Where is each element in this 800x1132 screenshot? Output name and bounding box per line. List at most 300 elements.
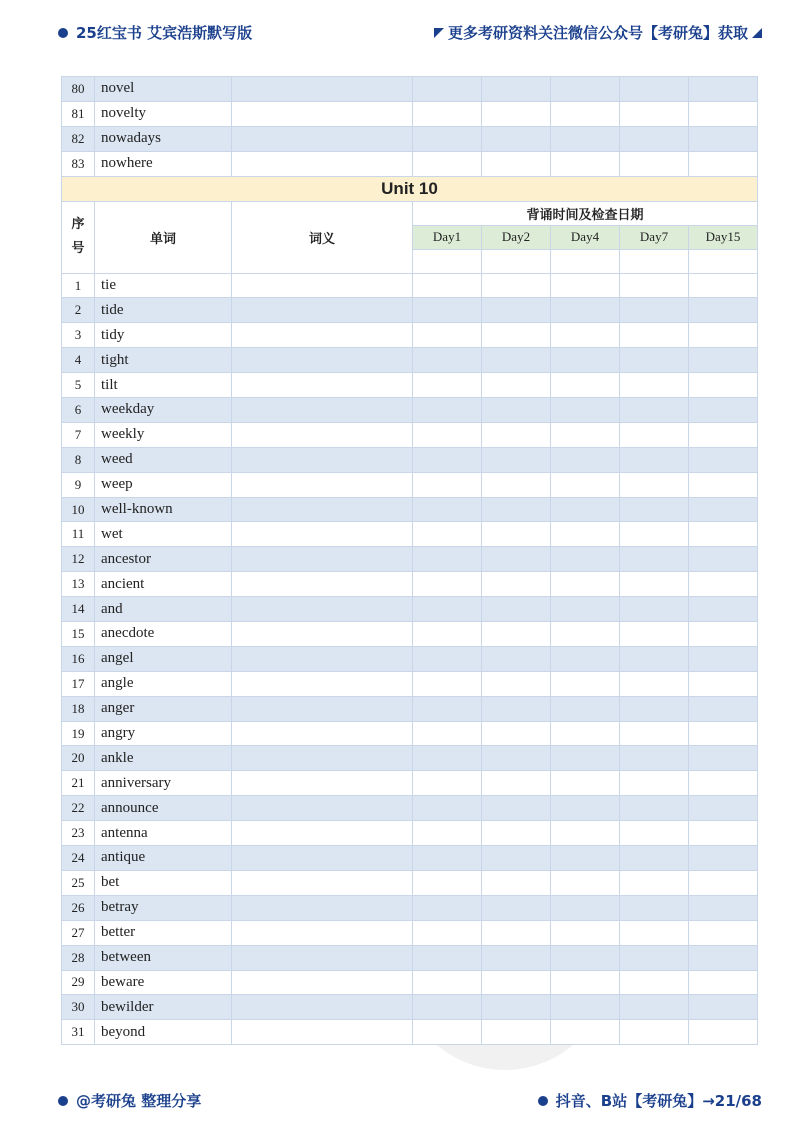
- row-word: antenna: [95, 821, 232, 846]
- check-cell[interactable]: [551, 522, 620, 547]
- row-number: 3: [62, 323, 95, 348]
- row-word: weekly: [95, 422, 232, 447]
- col-header-day7: Day7: [620, 225, 689, 249]
- meaning-cell[interactable]: [232, 821, 413, 846]
- row-word: novelty: [95, 101, 232, 126]
- check-cell[interactable]: [551, 746, 620, 771]
- col-header-schedule: 背诵时间及检查日期: [413, 201, 758, 225]
- meaning-cell[interactable]: [232, 447, 413, 472]
- check-cell[interactable]: [620, 895, 689, 920]
- meaning-cell[interactable]: [232, 77, 413, 102]
- footer-page-info: 抖音、B站【考研兔】→21/68: [555, 1092, 762, 1110]
- check-cell[interactable]: [482, 522, 551, 547]
- check-cell[interactable]: [413, 721, 482, 746]
- table-row: [62, 522, 758, 547]
- table-row: [62, 273, 758, 298]
- check-cell[interactable]: [620, 995, 689, 1020]
- footer-credit: @考研兔 整理分享: [76, 1092, 202, 1110]
- row-word: ancestor: [95, 547, 232, 572]
- check-cell[interactable]: [482, 771, 551, 796]
- row-word: announce: [95, 796, 232, 821]
- meaning-cell[interactable]: [232, 870, 413, 895]
- check-cell[interactable]: [482, 547, 551, 572]
- check-cell[interactable]: [689, 846, 758, 871]
- check-cell[interactable]: [689, 945, 758, 970]
- check-cell[interactable]: [620, 273, 689, 298]
- meaning-cell[interactable]: [232, 646, 413, 671]
- check-cell[interactable]: [413, 1020, 482, 1045]
- check-cell[interactable]: [482, 970, 551, 995]
- check-cell[interactable]: [620, 920, 689, 945]
- table-row: [62, 497, 758, 522]
- table-row: [62, 101, 758, 126]
- check-cell[interactable]: [620, 497, 689, 522]
- check-cell[interactable]: [620, 522, 689, 547]
- check-cell[interactable]: [413, 646, 482, 671]
- check-cell[interactable]: [413, 597, 482, 622]
- check-cell[interactable]: [689, 970, 758, 995]
- check-cell[interactable]: [620, 622, 689, 647]
- row-number: 25: [62, 870, 95, 895]
- check-cell[interactable]: [620, 870, 689, 895]
- meaning-cell[interactable]: [232, 497, 413, 522]
- check-cell[interactable]: [551, 995, 620, 1020]
- check-cell[interactable]: [551, 870, 620, 895]
- table-row: [62, 447, 758, 472]
- check-cell[interactable]: [620, 373, 689, 398]
- check-cell[interactable]: [551, 273, 620, 298]
- row-word: nowadays: [95, 126, 232, 151]
- check-cell[interactable]: [482, 472, 551, 497]
- table-row: [62, 422, 758, 447]
- meaning-cell[interactable]: [232, 522, 413, 547]
- col-header-day4: Day4: [551, 225, 620, 249]
- check-cell[interactable]: [689, 373, 758, 398]
- check-cell[interactable]: [620, 547, 689, 572]
- meaning-cell[interactable]: [232, 746, 413, 771]
- check-cell[interactable]: [620, 447, 689, 472]
- row-number: 22: [62, 796, 95, 821]
- check-cell[interactable]: [482, 895, 551, 920]
- table-row: [62, 895, 758, 920]
- check-cell[interactable]: [482, 373, 551, 398]
- day-date-cell[interactable]: [413, 249, 482, 273]
- check-cell[interactable]: [551, 846, 620, 871]
- day-date-cell[interactable]: [551, 249, 620, 273]
- meaning-cell[interactable]: [232, 895, 413, 920]
- check-cell[interactable]: [620, 126, 689, 151]
- check-cell[interactable]: [689, 101, 758, 126]
- meaning-cell[interactable]: [232, 671, 413, 696]
- row-word: ancient: [95, 572, 232, 597]
- check-cell[interactable]: [413, 746, 482, 771]
- check-cell[interactable]: [620, 671, 689, 696]
- meaning-cell[interactable]: [232, 945, 413, 970]
- row-word: bet: [95, 870, 232, 895]
- check-cell[interactable]: [689, 895, 758, 920]
- check-cell[interactable]: [413, 920, 482, 945]
- check-cell[interactable]: [482, 696, 551, 721]
- check-cell[interactable]: [413, 126, 482, 151]
- meaning-cell[interactable]: [232, 796, 413, 821]
- row-word: anger: [95, 696, 232, 721]
- check-cell[interactable]: [413, 398, 482, 423]
- table-row: [62, 920, 758, 945]
- check-cell[interactable]: [482, 323, 551, 348]
- check-cell[interactable]: [689, 821, 758, 846]
- col-header-seq-label: 序号: [71, 217, 85, 257]
- check-cell[interactable]: [620, 572, 689, 597]
- meaning-cell[interactable]: [232, 846, 413, 871]
- check-cell[interactable]: [689, 696, 758, 721]
- check-cell[interactable]: [689, 298, 758, 323]
- row-word: betray: [95, 895, 232, 920]
- check-cell[interactable]: [620, 151, 689, 176]
- check-cell[interactable]: [413, 970, 482, 995]
- check-cell[interactable]: [413, 273, 482, 298]
- book-title: 25红宝书 艾宾浩斯默写版: [76, 24, 253, 42]
- check-cell[interactable]: [482, 298, 551, 323]
- row-number: 10: [62, 497, 95, 522]
- check-cell[interactable]: [620, 646, 689, 671]
- promo-text: 更多考研资料关注微信公众号【考研兔】获取: [447, 24, 748, 42]
- row-word: angry: [95, 721, 232, 746]
- check-cell[interactable]: [620, 597, 689, 622]
- meaning-cell[interactable]: [232, 1020, 413, 1045]
- row-word: angle: [95, 671, 232, 696]
- check-cell[interactable]: [482, 151, 551, 176]
- table-row: [62, 572, 758, 597]
- row-number: 17: [62, 671, 95, 696]
- table-row: [62, 995, 758, 1020]
- check-cell[interactable]: [482, 671, 551, 696]
- check-cell[interactable]: [413, 77, 482, 102]
- check-cell[interactable]: [482, 821, 551, 846]
- check-cell[interactable]: [482, 796, 551, 821]
- check-cell[interactable]: [620, 796, 689, 821]
- row-number: 14: [62, 597, 95, 622]
- check-cell[interactable]: [689, 323, 758, 348]
- check-cell[interactable]: [551, 472, 620, 497]
- row-number: 27: [62, 920, 95, 945]
- check-cell[interactable]: [413, 522, 482, 547]
- check-cell[interactable]: [620, 348, 689, 373]
- check-cell[interactable]: [689, 721, 758, 746]
- check-cell[interactable]: [620, 970, 689, 995]
- check-cell[interactable]: [620, 1020, 689, 1045]
- row-word: nowhere: [95, 151, 232, 176]
- check-cell[interactable]: [620, 696, 689, 721]
- check-cell[interactable]: [413, 796, 482, 821]
- meaning-cell[interactable]: [232, 373, 413, 398]
- check-cell[interactable]: [482, 572, 551, 597]
- check-cell[interactable]: [413, 547, 482, 572]
- check-cell[interactable]: [551, 920, 620, 945]
- row-number: 9: [62, 472, 95, 497]
- check-cell[interactable]: [482, 646, 551, 671]
- check-cell[interactable]: [482, 398, 551, 423]
- check-cell[interactable]: [689, 77, 758, 102]
- row-number: 12: [62, 547, 95, 572]
- check-cell[interactable]: [689, 126, 758, 151]
- check-cell[interactable]: [482, 77, 551, 102]
- check-cell[interactable]: [551, 945, 620, 970]
- check-cell[interactable]: [413, 572, 482, 597]
- check-cell[interactable]: [551, 126, 620, 151]
- check-cell[interactable]: [413, 101, 482, 126]
- day-date-cell[interactable]: [620, 249, 689, 273]
- check-cell[interactable]: [413, 771, 482, 796]
- corner-triangle-icon: [752, 28, 762, 38]
- row-word: beyond: [95, 1020, 232, 1045]
- table-row: [62, 126, 758, 151]
- check-cell[interactable]: [689, 796, 758, 821]
- check-cell[interactable]: [482, 846, 551, 871]
- check-cell[interactable]: [689, 572, 758, 597]
- check-cell[interactable]: [551, 323, 620, 348]
- meaning-cell[interactable]: [232, 422, 413, 447]
- check-cell[interactable]: [413, 671, 482, 696]
- check-cell[interactable]: [413, 895, 482, 920]
- check-cell[interactable]: [689, 771, 758, 796]
- check-cell[interactable]: [620, 771, 689, 796]
- check-cell[interactable]: [482, 497, 551, 522]
- check-cell[interactable]: [482, 622, 551, 647]
- row-number: 1: [62, 273, 95, 298]
- check-cell[interactable]: [551, 298, 620, 323]
- check-cell[interactable]: [620, 77, 689, 102]
- check-cell[interactable]: [689, 920, 758, 945]
- table-row: [62, 821, 758, 846]
- table-row: [62, 1020, 758, 1045]
- row-word: well-known: [95, 497, 232, 522]
- table-row: [62, 696, 758, 721]
- day-date-cell[interactable]: [482, 249, 551, 273]
- meaning-cell[interactable]: [232, 995, 413, 1020]
- row-word: weep: [95, 472, 232, 497]
- footer-right: [538, 1090, 762, 1111]
- row-word: anniversary: [95, 771, 232, 796]
- meaning-cell[interactable]: [232, 622, 413, 647]
- check-cell[interactable]: [551, 373, 620, 398]
- check-cell[interactable]: [620, 398, 689, 423]
- check-cell[interactable]: [689, 995, 758, 1020]
- col-header-meaning: 词义: [232, 201, 413, 273]
- check-cell[interactable]: [620, 821, 689, 846]
- check-cell[interactable]: [413, 323, 482, 348]
- check-cell[interactable]: [689, 597, 758, 622]
- table-row: [62, 646, 758, 671]
- check-cell[interactable]: [551, 796, 620, 821]
- check-cell[interactable]: [551, 821, 620, 846]
- check-cell[interactable]: [689, 472, 758, 497]
- check-cell[interactable]: [482, 945, 551, 970]
- check-cell[interactable]: [689, 273, 758, 298]
- meaning-cell[interactable]: [232, 472, 413, 497]
- meaning-cell[interactable]: [232, 597, 413, 622]
- row-number: 6: [62, 398, 95, 423]
- check-cell[interactable]: [413, 497, 482, 522]
- day-date-cell[interactable]: [689, 249, 758, 273]
- check-cell[interactable]: [413, 870, 482, 895]
- meaning-cell[interactable]: [232, 547, 413, 572]
- unit-10-rows: [62, 273, 758, 1045]
- table-row: [62, 472, 758, 497]
- check-cell[interactable]: [413, 846, 482, 871]
- check-cell[interactable]: [689, 348, 758, 373]
- header-left: [58, 22, 252, 43]
- meaning-cell[interactable]: [232, 970, 413, 995]
- row-word: beware: [95, 970, 232, 995]
- row-number: 5: [62, 373, 95, 398]
- check-cell[interactable]: [413, 348, 482, 373]
- check-cell[interactable]: [482, 995, 551, 1020]
- check-cell[interactable]: [413, 373, 482, 398]
- check-cell[interactable]: [413, 696, 482, 721]
- check-cell[interactable]: [482, 348, 551, 373]
- unit-title: Unit 10: [62, 176, 758, 201]
- check-cell[interactable]: [551, 447, 620, 472]
- check-cell[interactable]: [551, 422, 620, 447]
- check-cell[interactable]: [689, 522, 758, 547]
- bullet-dot-icon: [58, 1096, 68, 1106]
- check-cell[interactable]: [689, 646, 758, 671]
- check-cell[interactable]: [689, 497, 758, 522]
- check-cell[interactable]: [551, 671, 620, 696]
- meaning-cell[interactable]: [232, 298, 413, 323]
- check-cell[interactable]: [482, 870, 551, 895]
- check-cell[interactable]: [413, 422, 482, 447]
- vocab-table: [61, 76, 758, 1045]
- check-cell[interactable]: [413, 821, 482, 846]
- check-cell[interactable]: [482, 1020, 551, 1045]
- check-cell[interactable]: [551, 547, 620, 572]
- table-row: [62, 151, 758, 176]
- check-cell[interactable]: [620, 422, 689, 447]
- check-cell[interactable]: [689, 746, 758, 771]
- check-cell[interactable]: [689, 151, 758, 176]
- meaning-cell[interactable]: [232, 721, 413, 746]
- check-cell[interactable]: [482, 721, 551, 746]
- meaning-cell[interactable]: [232, 348, 413, 373]
- meaning-cell[interactable]: [232, 126, 413, 151]
- table-row: [62, 796, 758, 821]
- check-cell[interactable]: [689, 622, 758, 647]
- check-cell[interactable]: [551, 398, 620, 423]
- check-cell[interactable]: [413, 995, 482, 1020]
- meaning-cell[interactable]: [232, 273, 413, 298]
- check-cell[interactable]: [413, 298, 482, 323]
- check-cell[interactable]: [413, 945, 482, 970]
- check-cell[interactable]: [551, 696, 620, 721]
- check-cell[interactable]: [689, 422, 758, 447]
- bullet-dot-icon: [538, 1096, 548, 1106]
- row-word: tide: [95, 298, 232, 323]
- meaning-cell[interactable]: [232, 771, 413, 796]
- check-cell[interactable]: [482, 101, 551, 126]
- meaning-cell[interactable]: [232, 398, 413, 423]
- check-cell[interactable]: [482, 273, 551, 298]
- check-cell[interactable]: [551, 597, 620, 622]
- check-cell[interactable]: [620, 101, 689, 126]
- check-cell[interactable]: [620, 472, 689, 497]
- row-word: bewilder: [95, 995, 232, 1020]
- check-cell[interactable]: [551, 572, 620, 597]
- check-cell[interactable]: [551, 151, 620, 176]
- check-cell[interactable]: [551, 622, 620, 647]
- check-cell[interactable]: [689, 1020, 758, 1045]
- check-cell[interactable]: [413, 472, 482, 497]
- check-cell[interactable]: [482, 597, 551, 622]
- check-cell[interactable]: [551, 348, 620, 373]
- check-cell[interactable]: [689, 671, 758, 696]
- meaning-cell[interactable]: [232, 323, 413, 348]
- check-cell[interactable]: [482, 746, 551, 771]
- check-cell[interactable]: [551, 101, 620, 126]
- check-cell[interactable]: [482, 920, 551, 945]
- previous-unit-rows: [62, 77, 758, 177]
- row-number: 23: [62, 821, 95, 846]
- check-cell[interactable]: [551, 771, 620, 796]
- row-number: 29: [62, 970, 95, 995]
- check-cell[interactable]: [413, 622, 482, 647]
- check-cell[interactable]: [689, 547, 758, 572]
- meaning-cell[interactable]: [232, 572, 413, 597]
- check-cell[interactable]: [413, 447, 482, 472]
- row-number: 13: [62, 572, 95, 597]
- row-number: 80: [62, 77, 95, 102]
- row-number: 21: [62, 771, 95, 796]
- check-cell[interactable]: [620, 945, 689, 970]
- check-cell[interactable]: [689, 447, 758, 472]
- row-number: 15: [62, 622, 95, 647]
- check-cell[interactable]: [551, 646, 620, 671]
- meaning-cell[interactable]: [232, 151, 413, 176]
- row-number: 82: [62, 126, 95, 151]
- check-cell[interactable]: [689, 398, 758, 423]
- table-row: [62, 348, 758, 373]
- check-cell[interactable]: [620, 298, 689, 323]
- row-number: 19: [62, 721, 95, 746]
- check-cell[interactable]: [482, 422, 551, 447]
- table-row: [62, 323, 758, 348]
- row-number: 7: [62, 422, 95, 447]
- check-cell[interactable]: [620, 721, 689, 746]
- check-cell[interactable]: [551, 970, 620, 995]
- check-cell[interactable]: [551, 77, 620, 102]
- check-cell[interactable]: [482, 126, 551, 151]
- check-cell[interactable]: [689, 870, 758, 895]
- check-cell[interactable]: [482, 447, 551, 472]
- check-cell[interactable]: [620, 746, 689, 771]
- check-cell[interactable]: [620, 323, 689, 348]
- check-cell[interactable]: [551, 721, 620, 746]
- check-cell[interactable]: [620, 846, 689, 871]
- table-row: [62, 721, 758, 746]
- check-cell[interactable]: [551, 895, 620, 920]
- meaning-cell[interactable]: [232, 696, 413, 721]
- meaning-cell[interactable]: [232, 101, 413, 126]
- header-right: [434, 22, 762, 43]
- meaning-cell[interactable]: [232, 920, 413, 945]
- check-cell[interactable]: [413, 151, 482, 176]
- check-cell[interactable]: [551, 497, 620, 522]
- col-header-day15: Day15: [689, 225, 758, 249]
- row-word: novel: [95, 77, 232, 102]
- table-row: [62, 77, 758, 102]
- check-cell[interactable]: [551, 1020, 620, 1045]
- row-number: 26: [62, 895, 95, 920]
